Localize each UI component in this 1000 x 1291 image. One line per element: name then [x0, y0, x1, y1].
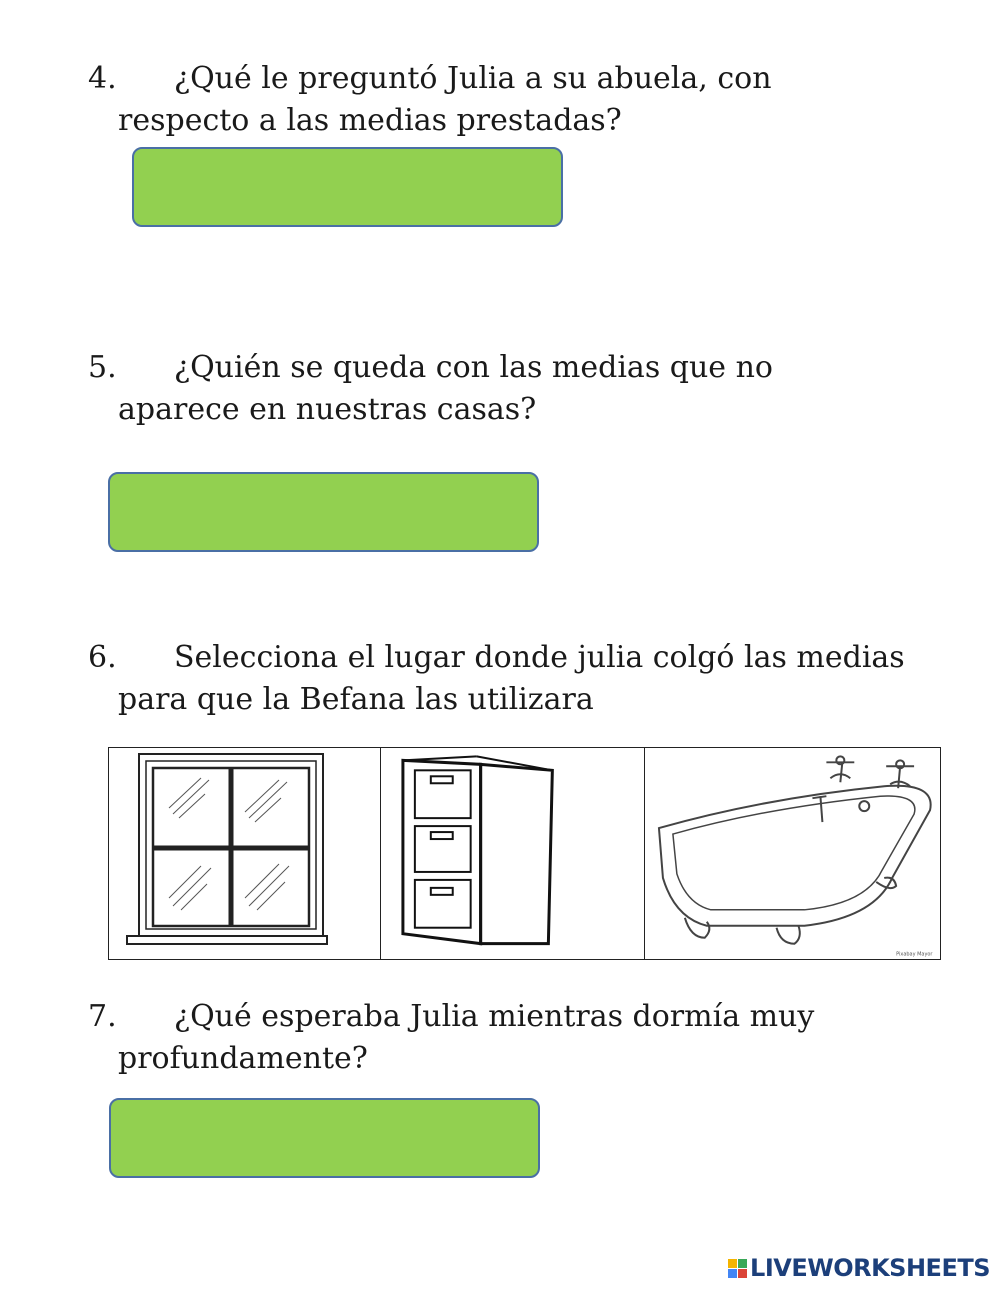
answer-box-4[interactable] [132, 147, 563, 227]
question-number: 7. [88, 999, 117, 1034]
question-number: 6. [88, 640, 117, 675]
choice-bathtub[interactable] [644, 748, 940, 959]
image-credit: Pixabay Mayor [896, 951, 933, 958]
question-text-line-2: profundamente? [118, 1041, 368, 1076]
question-text-line-2: aparece en nuestras casas? [118, 392, 537, 427]
answer-box-7[interactable] [109, 1098, 540, 1178]
answer-box-5[interactable] [108, 472, 539, 552]
bathtub-icon [645, 748, 940, 959]
choice-window[interactable] [109, 748, 380, 959]
liveworksheets-icon [728, 1259, 747, 1278]
question-text-line-1: Selecciona el lugar donde julia colgó las medias [174, 640, 905, 675]
question-text-line-1: ¿Qué esperaba Julia mientras dormía muy [174, 999, 815, 1034]
question-text-line-1: ¿Qué le preguntó Julia a su abuela, con [174, 61, 772, 96]
brand-text: LIVEWORKSHEETS [750, 1254, 990, 1282]
choice-filing-cabinet[interactable] [380, 748, 644, 959]
image-choice-table [108, 747, 941, 960]
question-number: 5. [88, 350, 117, 385]
question-text-line-2: para que la Befana las utilizara [118, 682, 594, 717]
liveworksheets-logo [728, 1254, 990, 1282]
question-number: 4. [88, 61, 117, 96]
filing-cabinet-icon [381, 748, 644, 959]
question-text-line-2: respecto a las medias prestadas? [118, 103, 622, 138]
window-icon [109, 748, 380, 959]
question-text-line-1: ¿Quién se queda con las medias que no [174, 350, 773, 385]
